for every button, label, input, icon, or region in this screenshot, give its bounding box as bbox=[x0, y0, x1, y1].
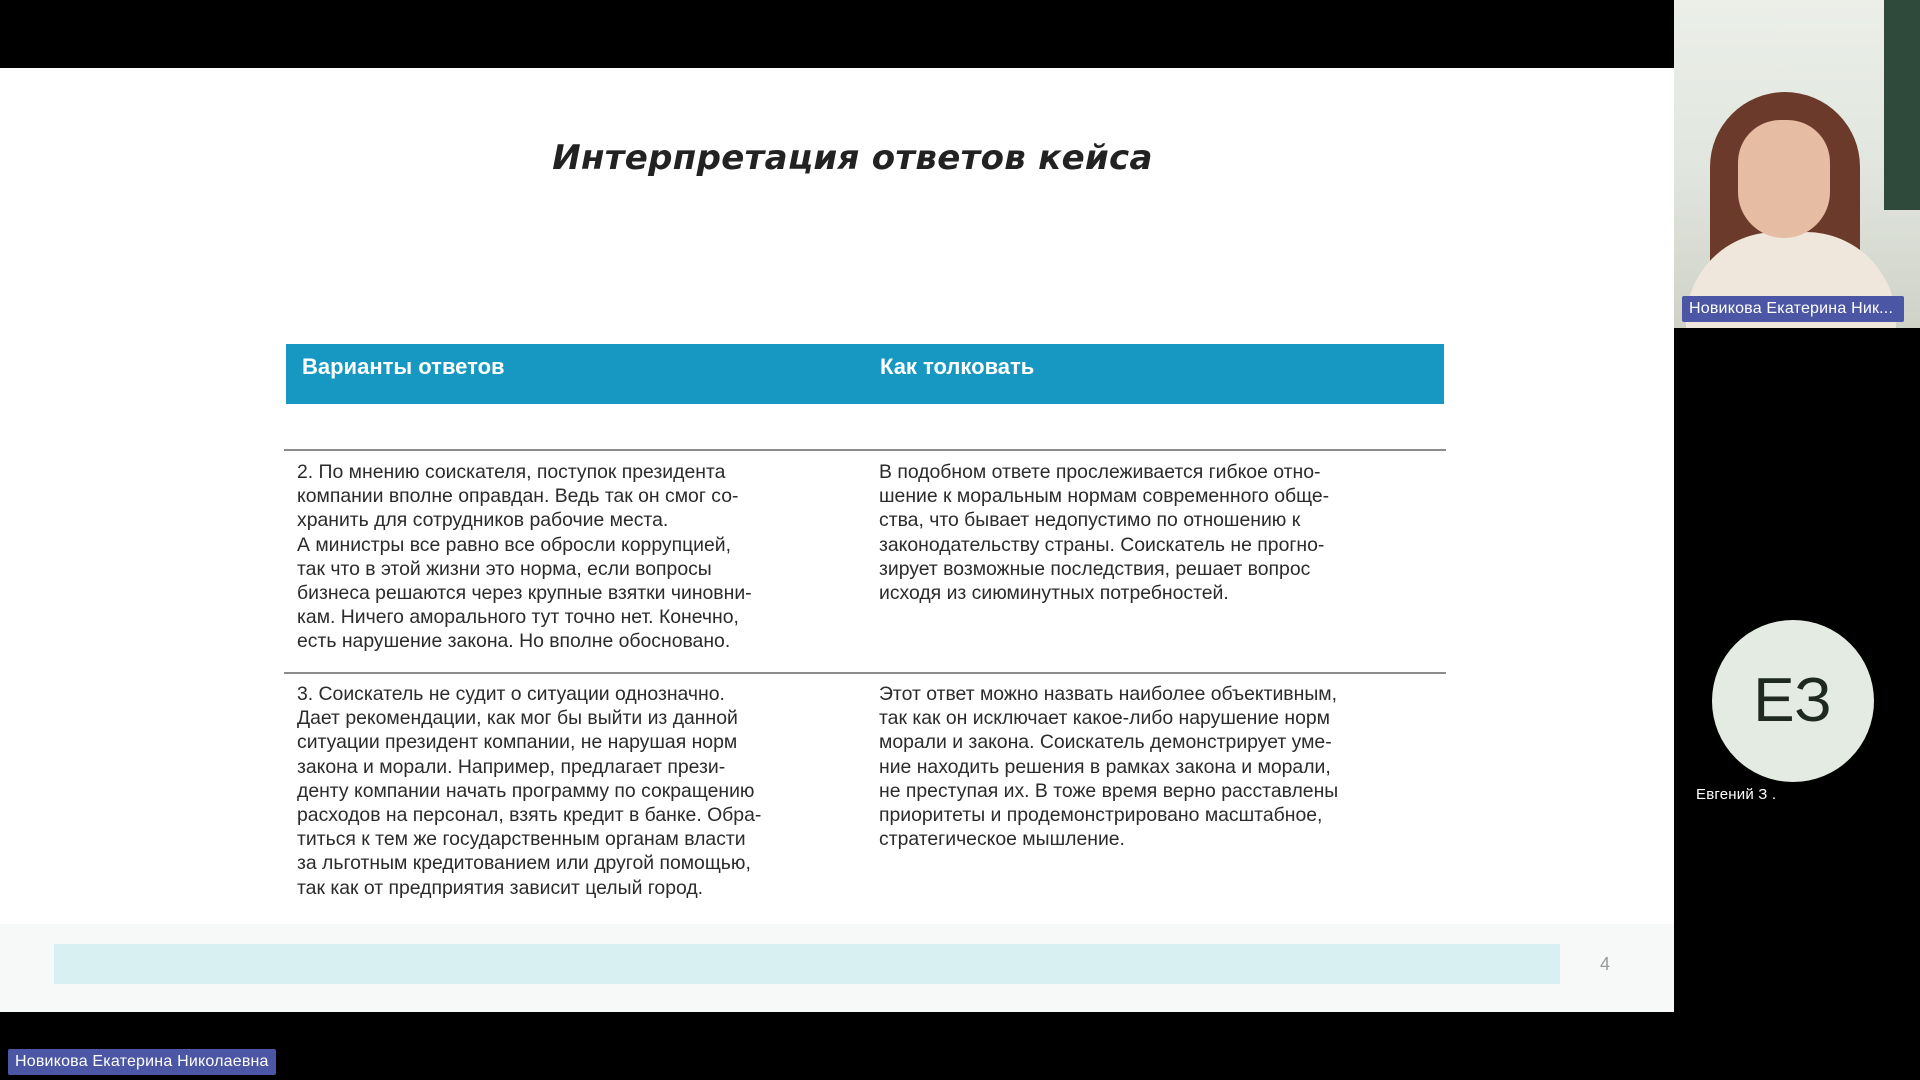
table-cell-interpretation: Этот ответ можно назвать наиболее объективным, так как он исключает какое-либо нарушение норм морали и закона. Соискатель демонстрирует уме- ние находить решения в рамках закона и морали, не преступая их. В тоже время верно расставлены приоритеты и продемонстрировано масштабное, стратегическое мышление. bbox=[879, 683, 1339, 851]
slide-title: Интерпретация ответов кейса bbox=[552, 138, 1153, 178]
participant-name-tag: Новикова Екатерина Ник... bbox=[1682, 296, 1904, 322]
chalkboard bbox=[1884, 0, 1920, 210]
participant-video-tile[interactable] bbox=[1674, 0, 1920, 328]
presentation-slide bbox=[0, 68, 1674, 1012]
column-header-interpretation: Как толковать bbox=[880, 354, 1035, 379]
page-number: 4 bbox=[1600, 954, 1611, 974]
slide-footer bbox=[0, 924, 1674, 1012]
table-cell-answer: 2. По мнению соискателя, поступок президента компании вполне оправдан. Ведь так он смог со- хранить для сотрудников рабочие места. А министры все равно все обросли коррупцией, так что в этой жизни это норма, если вопросы бизнеса решаются через крупные взятки чиновни- кам. Ничего аморального тут точно нет. Конечно, есть нарушение закона. Но вполне обосновано. bbox=[297, 461, 752, 653]
table-header bbox=[286, 344, 1444, 404]
column-header-answers: Варианты ответов bbox=[302, 354, 505, 379]
table-cell-interpretation: В подобном ответе прослеживается гибкое отно- шение к моральным нормам современного обще- ства, что бывает недопустимо по отношению к законодательству страны. Соискатель не прогно- зирует возможные последствия, решает вопрос исходя из сиюминутных потребностей. bbox=[879, 461, 1330, 605]
footer-bar bbox=[54, 944, 1560, 984]
participant-video-face bbox=[1738, 120, 1830, 238]
participant-avatar[interactable]: ЕЗ bbox=[1712, 620, 1874, 782]
participant-avatar-name: Евгений З . bbox=[1696, 786, 1777, 803]
table-divider bbox=[284, 449, 1446, 451]
table-cell-answer: 3. Соискатель не судит о ситуации однозначно. Дает рекомендации, как мог бы выйти из данной ситуации президент компании, не нарушая норм закона и морали. Например, предлагает прези- денту компании начать программу по сокращению расходов на персонал, взять кредит в банке. Обра- титься к тем же государственным органам власти за льготным кредитованием или другой помощью, так как от предприятия зависит целый город. bbox=[297, 683, 762, 899]
presenter-name-tag: Новикова Екатерина Николаевна bbox=[8, 1049, 276, 1075]
table-divider bbox=[284, 672, 1446, 674]
